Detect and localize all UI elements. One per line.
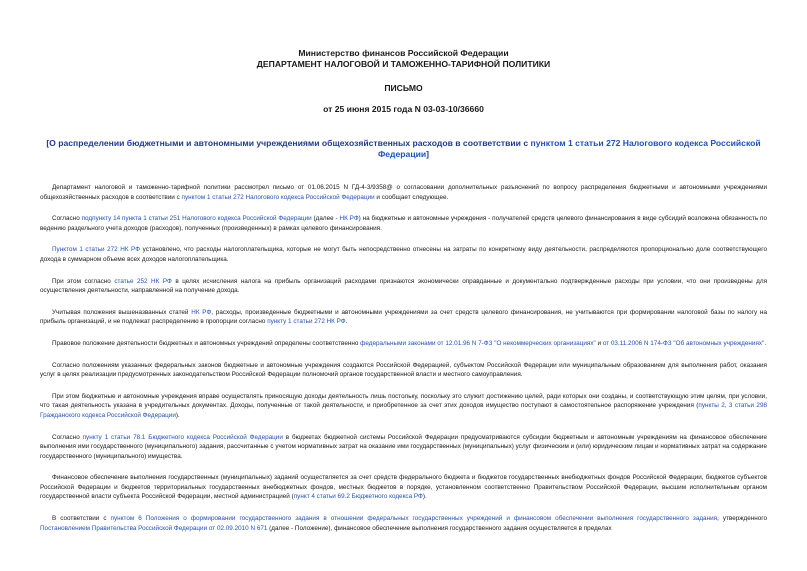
document-date: от 25 июня 2015 года N 03-03-10/36660 <box>323 103 484 114</box>
paragraph-text: . <box>764 339 767 347</box>
paragraph-text: ). <box>422 493 427 501</box>
paragraph-11 <box>40 514 767 533</box>
paragraph-text: в целях исчисления налога на прибыль организаций расходами признаются экономически оправданные и документально подтвержденные расходы при условии, что они произведены для осуществления деятельности, направленной на получение дохода. <box>40 277 768 295</box>
paragraph-4 <box>40 277 767 296</box>
paragraph-text: и сообщает следующее. <box>374 193 449 201</box>
paragraph-text: Департамент налоговой и таможенно-тарифной политики рассмотрел письмо от 01.06.2015 N ГД-4-3/9358@ о согласовании дополнительных разъяснений по вопросу распределения бюджетными и автономными учреждениями общехозяйственных расходов в соответствии с <box>40 184 767 201</box>
ministry-name: Министерство финансов Российской Федерации <box>298 48 509 58</box>
paragraph-text: При этом согласно <box>52 277 115 285</box>
paragraph-9 <box>40 433 767 462</box>
department-name: ДЕПАРТАМЕНТ НАЛОГОВОЙ И ТАМОЖЕННО-ТАРИФНОЙ ПОЛИТИКИ <box>256 58 551 69</box>
paragraph-text: В соответствии с <box>52 515 111 523</box>
paragraph-text: , расходы, произведенные бюджетными и автономными учреждениями за счет средств целевого финансирования, не учитываются при формировании налоговой базы по налогу на прибыль организаций, и не подлежат распределению в пропорции согласно <box>40 308 767 326</box>
document-title <box>40 138 767 160</box>
title-link[interactable]: пунктом 1 статьи 272 Налогового кодекса Российской Федерации <box>377 138 761 159</box>
paragraph-link[interactable]: пунктом 1 статьи 272 Налогового кодекса Российской Федерации <box>181 193 375 201</box>
title-text-end: ] <box>426 149 430 159</box>
paragraph-text: (далее - Положение), финансовое обеспечение выполнения государственного задания осуществляется в пределах <box>267 524 612 532</box>
paragraph-2 <box>40 214 767 233</box>
paragraph-text: Согласно положениям указанных федеральных законов бюджетные и автономные учреждения создаются Российской Федерацией, субъектом Российской Федерации или муниципальным образованием для выполнения работ, оказания услуг в целях реализации предусмотренных законодательством Российской Федерации полномочий органов государственной власти и местного самоуправления. <box>40 361 767 379</box>
paragraph-text: Финансовое обеспечение выполнения государственных (муниципальных) заданий осуществляется за счет средств федерального бюджета и бюджетов государственных внебюджетных фондов Российской Федерации, бюджетов субъектов Российской Федерации и бюджетов территориальных государственных внебюджетных фондов, местных бюджетов в порядке, установленном соответственно Правительством Российской Федерации, высшим исполнительным органом государственной власти субъекта Российской Федерации, местной администрацией ( <box>40 474 767 501</box>
paragraph-link[interactable]: НК РФ <box>191 308 212 316</box>
paragraph-text: Правовое положение деятельности бюджетных и автономных учреждений определены соответственно <box>52 339 361 347</box>
paragraph-1 <box>40 183 767 202</box>
paragraph-8 <box>40 392 767 421</box>
paragraph-text: и <box>595 339 603 347</box>
paragraph-link[interactable]: от 03.11.2006 N 174-ФЗ "Об автономных учреждениях" <box>602 339 765 347</box>
paragraph-link[interactable]: пунктом 6 Положения о формировании государственного задания в отношении федеральных государственных учреждений и финансовом обеспечении выполнения государственного задания <box>110 515 718 523</box>
paragraph-link[interactable]: НК РФ <box>339 215 359 223</box>
paragraph-link[interactable]: федеральными законами от 12.01.96 N 7-ФЗ "О некоммерческих организациях" <box>360 339 596 347</box>
paragraph-6 <box>40 339 767 349</box>
paragraph-text: ). <box>175 411 180 419</box>
paragraph-text: ) на бюджетные и автономные учреждения - получателей средств целевого финансирования в виде субсидий возложена обязанность по ведению раздельного учета доходов (расходов), полученных (произведенных) в рамках целевого финансирования. <box>40 215 768 232</box>
document-type: ПИСЬМО <box>384 83 423 93</box>
paragraph-5 <box>40 308 767 327</box>
paragraph-link[interactable]: пункту 1 статьи 78.1 Бюджетного кодекса Российской Федерации <box>82 433 283 441</box>
paragraph-7 <box>40 361 767 380</box>
document-body <box>40 183 767 533</box>
paragraph-link[interactable]: пункт 4 статьи 69.2 Бюджетного кодекса РФ <box>293 493 423 501</box>
paragraph-link[interactable]: Постановлением Правительства Российской Федерации от 02.09.2010 N 671 <box>40 524 268 532</box>
paragraph-link[interactable]: Пунктом 1 статьи 272 НК РФ <box>52 246 141 254</box>
paragraph-text: При этом бюджетные и автономные учреждения вправе осуществлять приносящую доходы деятельность лишь постольку, поскольку это служит достижению целей, ради которых они созданы, и соответствующую этим целям, при условии, что такая деятельность указана в учредительных документах. Доходы, полученные от такой деятельности, и приобретенное за счет этих доходов имущество поступают в самостоятельное распоряжение учреждения ( <box>40 392 767 410</box>
paragraph-text: , утвержденного <box>717 515 767 523</box>
paragraph-link[interactable]: пункту 1 статьи 272 НК РФ <box>267 318 346 326</box>
paragraph-link[interactable]: пункты 2, 3 статьи 298 Гражданского кодекса Российской Федерации <box>40 402 767 419</box>
title-text-start: [О распределении бюджетными и автономными учреждениями общехозяйственных расходов в соответствии с <box>46 138 531 148</box>
paragraph-10 <box>40 473 767 502</box>
paragraph-text: установлено, что расходы налогоплательщика, которые не могут быть непосредственно отнесены на затраты по конкретному виду деятельности, распределяются пропорционально доле соответствующего дохода в суммарном объеме всех доходов налогоплательщика. <box>40 246 768 263</box>
paragraph-link[interactable]: статье 252 НК РФ <box>114 277 172 285</box>
paragraph-3 <box>40 245 767 264</box>
paragraph-text: (далее - <box>311 215 340 223</box>
paragraph-text: . <box>345 318 348 326</box>
paragraph-text: Учитывая положения вышеназванных статей <box>52 308 192 316</box>
paragraph-text: в бюджетах бюджетной системы Российской Федерации предусматриваются субсидии бюджетным и автономным учреждениям на финансовое обеспечение выполнения ими государственного (муниципального) задания, рассчитанные с учетом нормативных затрат на оказание ими государственных (муниципальных) услуг физическим и (или) юридическим лицам и нормативных затрат на содержание государственного (муниципального) имущества. <box>40 433 767 460</box>
paragraph-text: Согласно <box>52 215 82 223</box>
paragraph-link[interactable]: подпункту 14 пункта 1 статьи 251 Налогового кодекса Российской Федерации <box>81 215 312 223</box>
paragraph-text: Согласно <box>52 433 83 441</box>
